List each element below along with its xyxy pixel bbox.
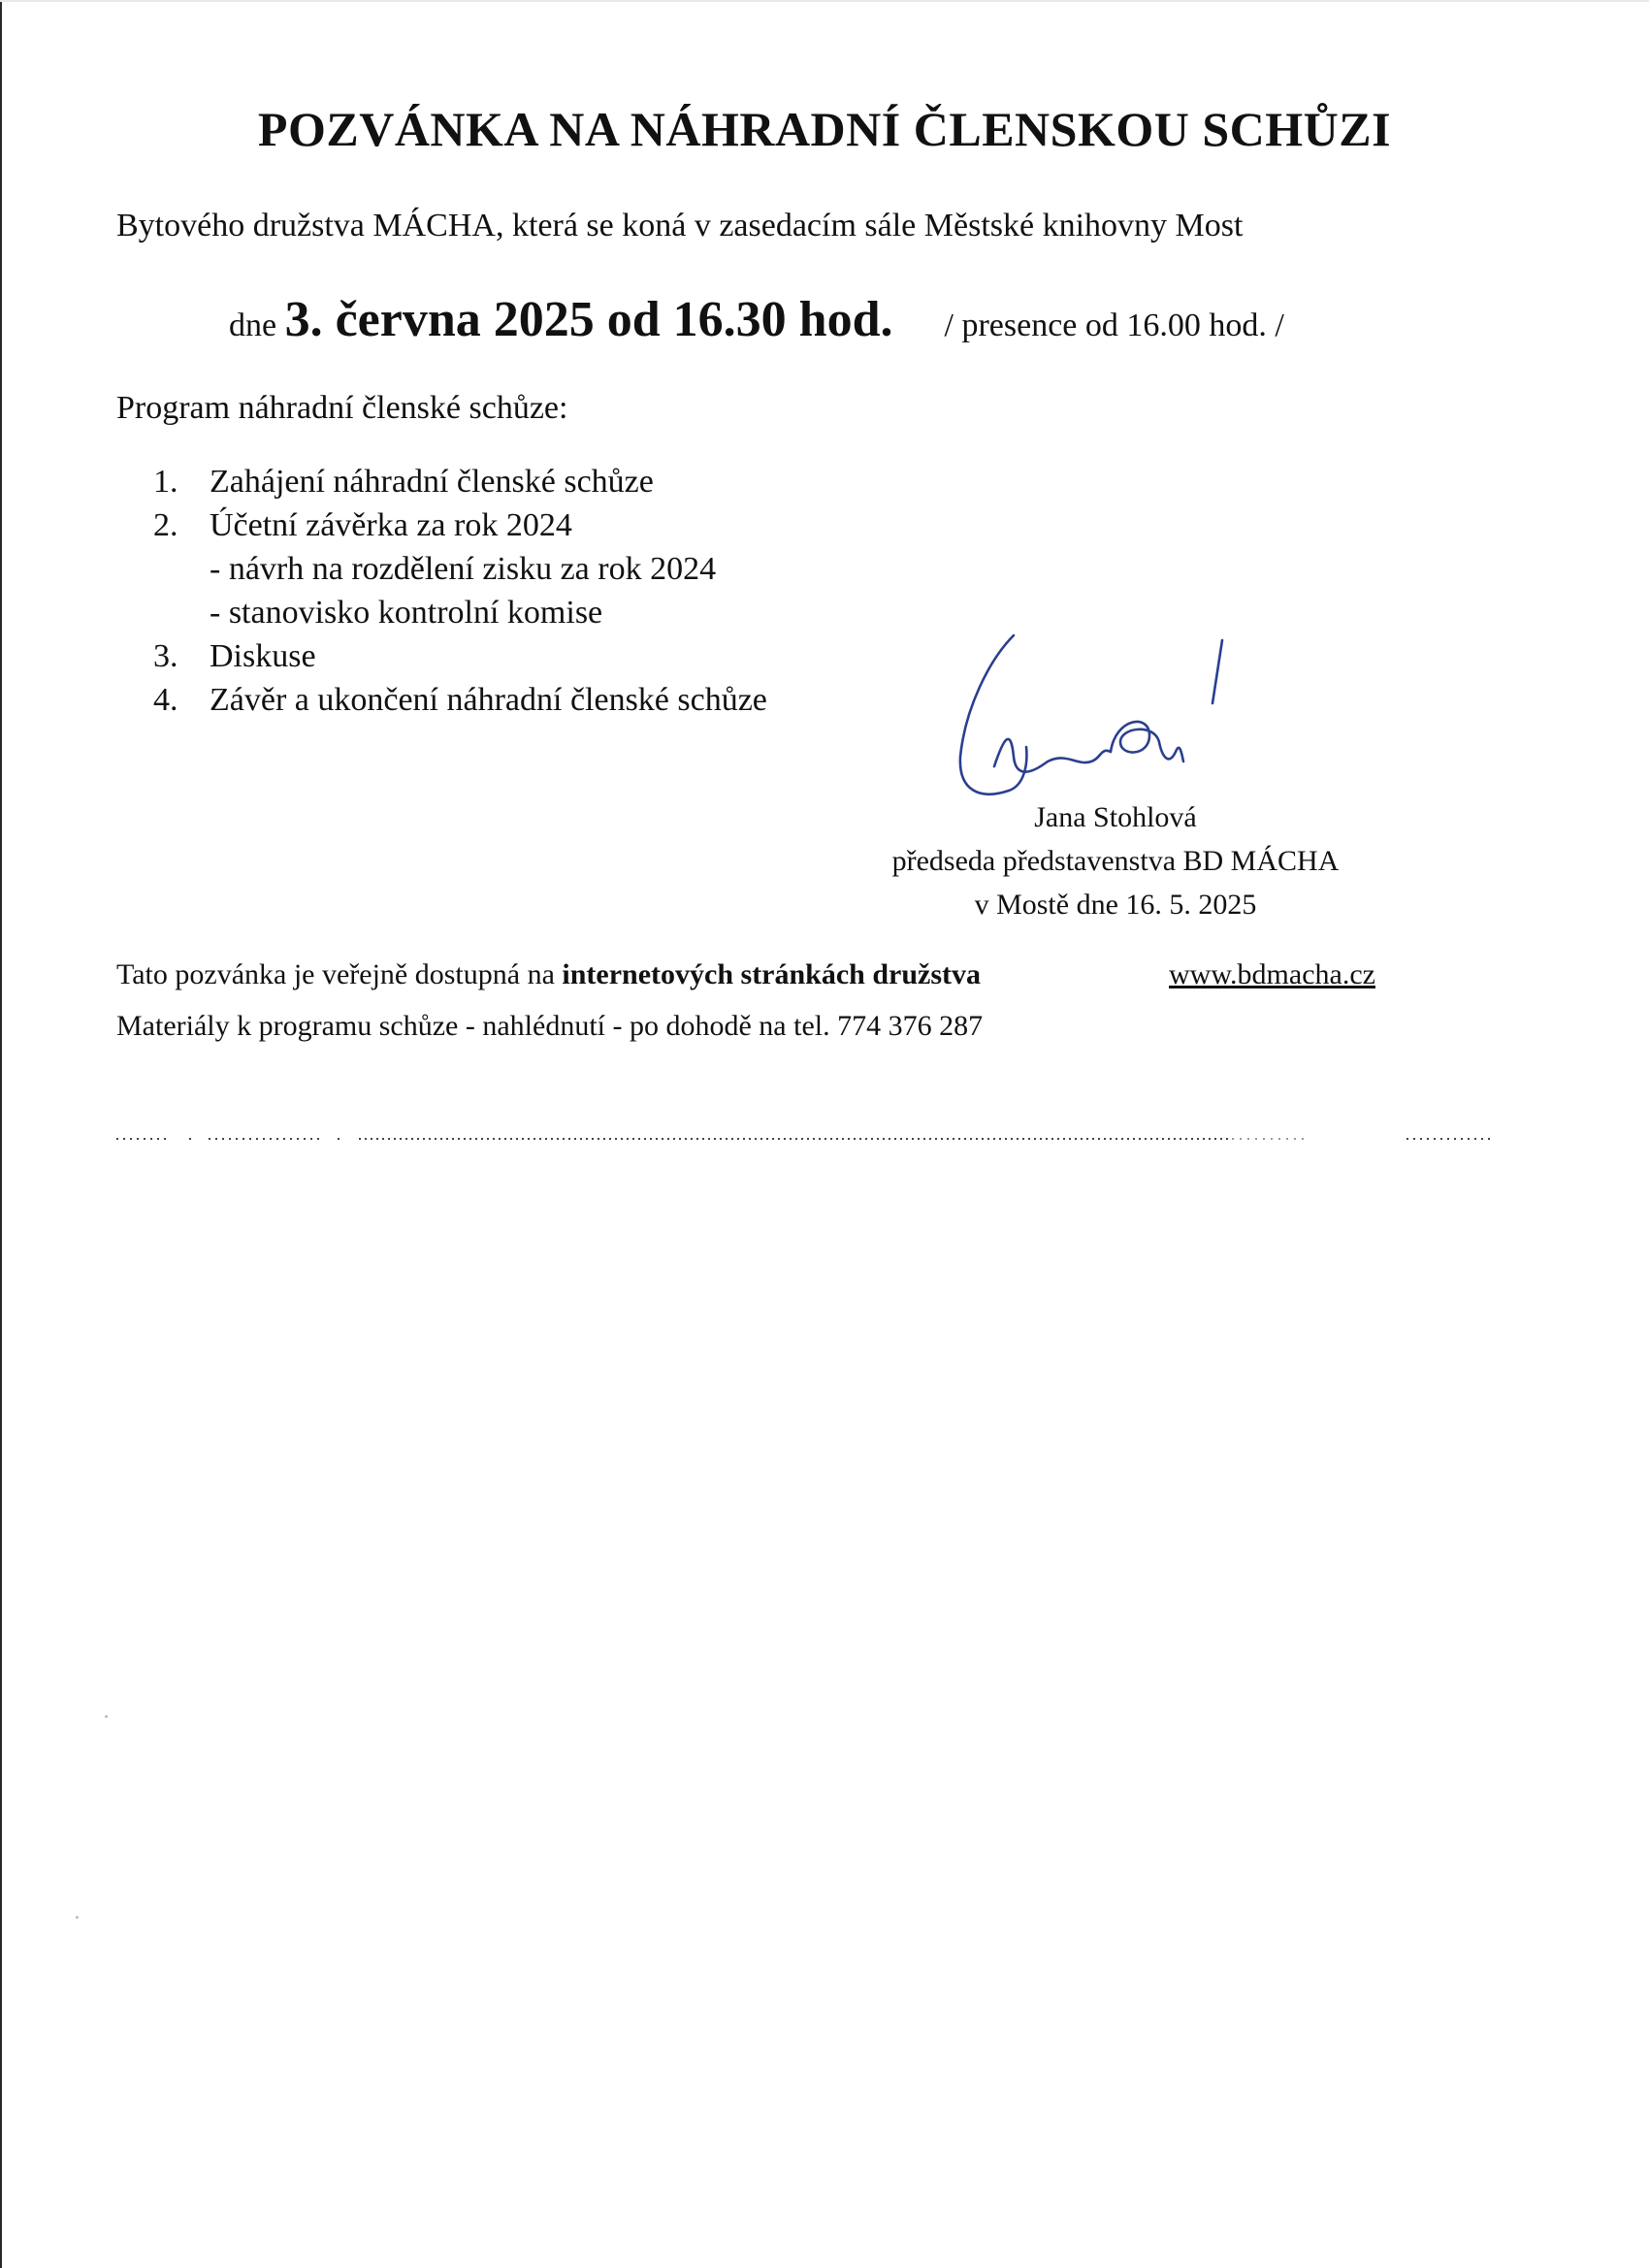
availability-bold: internetových stránkách družstva [562,958,982,990]
intro-line: Bytového družstva MÁCHA, která se koná v zasedacím sále Městské knihovny Most [116,208,1244,243]
program-item: 3. Diskuse [153,638,316,674]
signer-name: Jana Stohlová [1034,801,1197,833]
signer-role: předseda představenstva BD MÁCHA [891,845,1340,877]
scan-speck [76,1916,79,1919]
place-date: v Mostě dne 16. 5. 2025 [974,889,1257,921]
scan-edge [0,0,2,2268]
document-title: POZVÁNKA NA NÁHRADNÍ ČLENSKOU SCHŮZI [257,102,1392,156]
availability-note [116,958,981,991]
website-link[interactable]: www.bdmacha.cz [1169,958,1375,990]
materials-note: Materiály k programu schůze - nahlédnutí - po dohodě na tel. 774 376 287 [116,1010,984,1042]
program-list [153,460,767,722]
signature-block [824,795,1406,926]
program-subitem: - návrh na rozdělení zisku za rok 2024 [210,551,717,587]
program-heading: Program náhradní členské schůze: [116,390,568,426]
program-subitem: - stanovisko kontrolní komise [210,595,603,631]
meeting-date: 3. června 2025 od 16.30 hod. [284,292,893,347]
scan-top-edge [0,0,1649,2]
program-item: 4. Závěr a ukončení náhradní členské schůze [153,682,767,718]
date-prefix: dne [229,308,277,343]
date-line [229,291,1284,348]
dotted-separator [116,1137,1494,1141]
scan-speck [105,1715,108,1718]
program-item: 1. Zahájení náhradní členské schůze [153,464,654,500]
availability-prefix: Tato pozvánka je veřejně dostupná na [116,958,555,990]
presence-time: / presence od 16.00 hod. / [944,308,1284,343]
program-item: 2. Účetní závěrka za rok 2024 [153,507,572,543]
handwritten-signature [922,621,1329,815]
